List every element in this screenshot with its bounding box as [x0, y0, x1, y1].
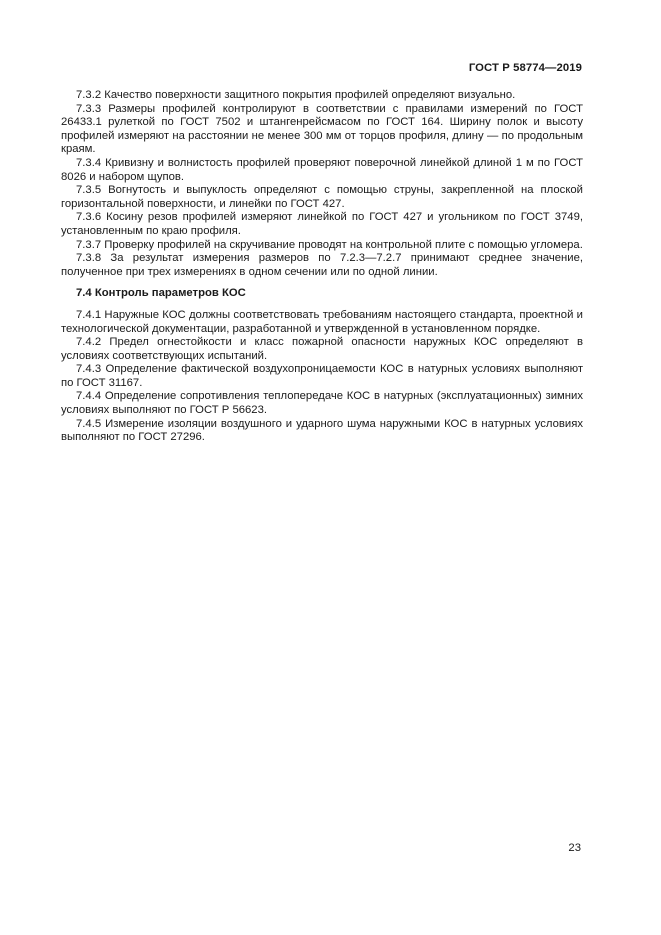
paragraph-7-4-4: 7.4.4 Определение сопротивления теплопередаче КОС в натурных (эксплуатационных) зимних условиях выполняют по ГОСТ Р 56623.: [61, 390, 583, 417]
paragraph-7-3-4: 7.3.4 Кривизну и волнистость профилей проверяют поверочной линейкой длиной 1 м по ГОСТ 8026 и набором щупов.: [61, 156, 583, 183]
paragraph-7-4-2: 7.4.2 Предел огнестойкости и класс пожарной опасности наружных КОС определяют в условиях соответствующих испытаний.: [61, 336, 583, 362]
paragraph-7-4-5: 7.4.5 Измерение изоляции воздушного и ударного шума наружными КОС в натурных условиях выполняют по ГОСТ 27296.: [61, 417, 583, 444]
page-body: [61, 89, 583, 445]
paragraph-7-3-3: 7.3.3 Размеры профилей контролируют в соответствии с правилами измерений по ГОСТ 26433.1 рулеткой по ГОСТ 7502 и штангенрейсмасом по ГОСТ 164. Ширину полок и высоту профилей измеряют на расстоянии не менее 300 мм от торцов профиля, длину — по продольным краям.: [61, 102, 583, 156]
paragraph-7-3-5: 7.3.5 Вогнутость и выпуклость определяют с помощью струны, закрепленной на плоской горизонтальной поверхности, и линейки по ГОСТ 427.: [61, 184, 583, 210]
paragraph-7-4-3: 7.4.3 Определение фактической воздухопроницаемости КОС в натурных условиях выполняют по ГОСТ 31167.: [61, 363, 583, 389]
paragraph-7-3-7: 7.3.7 Проверку профилей на скручивание проводят на контрольной плите с помощью угломера.: [76, 238, 583, 251]
paragraph-7-3-6: 7.3.6 Косину резов профилей измеряют линейкой по ГОСТ 427 и угольником по ГОСТ 3749, установленным по краю профиля.: [61, 211, 583, 237]
section-heading-7-4: 7.4 Контроль параметров КОС: [76, 287, 246, 300]
paragraph-7-4-1: 7.4.1 Наружные КОС должны соответствовать требованиям настоящего стандарта, проектной и технологической документации, разработанной и утвержденной в установленном порядке.: [61, 308, 583, 335]
page-number: 23: [568, 842, 581, 854]
paragraph-7-3-8: 7.3.8 За результат измерения размеров по 7.2.3—7.2.7 принимают среднее значение, полученное при трех измерениях в одном сечении или по одной линии.: [61, 252, 583, 278]
paragraph-7-3-2: 7.3.2 Качество поверхности защитного покрытия профилей определяют визуально.: [76, 89, 516, 101]
document-standard-id: ГОСТ Р 58774—2019: [468, 62, 582, 74]
